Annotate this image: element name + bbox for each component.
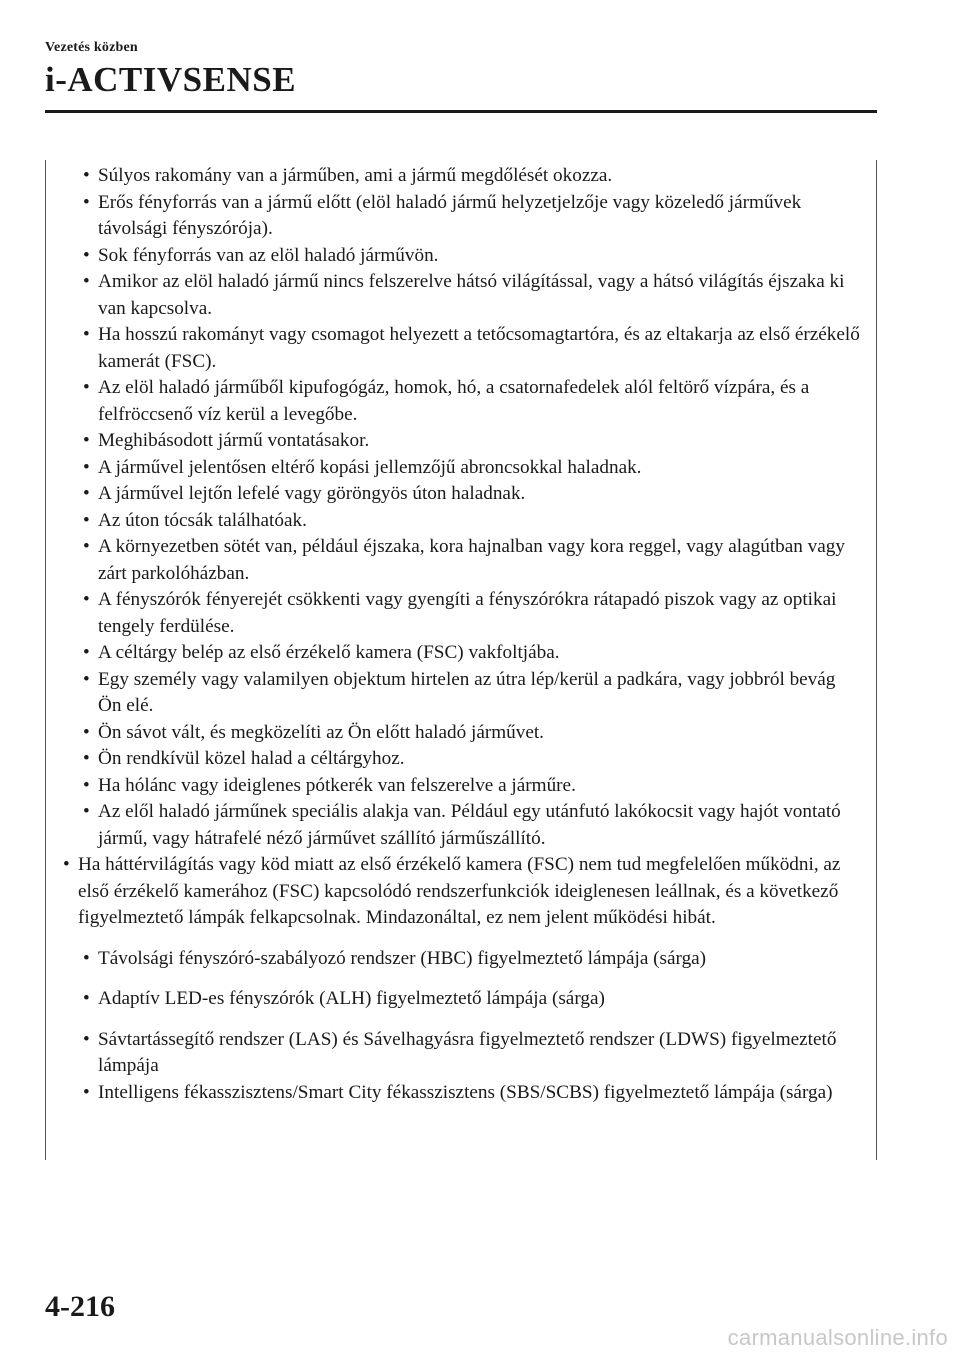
list-item: • Intelligens fékasszisztens/Smart City fékasszisztens (SBS/SCBS) figyelmeztető lámpája (sárga) xyxy=(60,1080,862,1107)
page-number: 4-216 xyxy=(45,1290,115,1323)
list-item: • Amikor az elöl haladó jármű nincs felszerelve hátsó világítással, vagy a hátsó világítás éjszaka ki van kapcsolva. xyxy=(83,271,845,319)
list-item: • Ön rendkívül közel halad a céltárgyhoz. xyxy=(60,746,862,773)
list-item: • A fényszórók fényerejét csökkenti vagy gyengíti a fényszórókra rátapadó piszok vagy az optikai tengely ferdülése. xyxy=(83,589,837,637)
bullet-icon: • xyxy=(63,854,70,875)
list-item: • A céltárgy belép az első érzékelő kamera (FSC) vakfoltjába. xyxy=(60,640,862,667)
bullet-icon: • xyxy=(83,483,90,504)
left-margin-line xyxy=(45,160,46,1160)
bullet-icon: • xyxy=(83,536,90,557)
list-item: • A környezetben sötét van, például éjszaka, kora hajnalban vagy kora reggel, vagy alagútban vagy zárt parkolóházban. xyxy=(83,536,845,584)
bullet-icon: • xyxy=(83,721,90,743)
bullet-icon: • xyxy=(83,324,90,345)
bullet-icon: • xyxy=(83,509,90,531)
bullet-icon: • xyxy=(83,801,90,822)
bullet-icon: • xyxy=(83,430,90,451)
right-margin-line xyxy=(876,160,877,1160)
list-item: • Egy személy vagy valamilyen objektum hirtelen az útra lép/kerül a padkára, vagy jobbról bevág Ön elé. xyxy=(83,668,836,716)
list-item: • Ha hosszú rakományt vagy csomagot helyezett a tetőcsomagtartóra, és az eltakarja az első érzékelő kamerát (FSC). xyxy=(83,324,860,372)
bullet-icon: • xyxy=(83,1028,90,1050)
section-label: Vezetés közben xyxy=(45,40,138,55)
bullet-icon: • xyxy=(83,642,90,663)
main-paragraph: • Ha háttérvilágítás vagy köd miatt az első érzékelő kamera (FSC) nem tud megfelelően működni, az első érzékelő kamerához (FSC) kapcsolódó rendszerfunkciók ideiglenesen leállnak, és a következő figyelmeztető lámpák felkapcsolnak. Mindazonáltal, ez nem jelent működési hibát. xyxy=(63,854,841,928)
bullet-icon: • xyxy=(83,774,90,796)
list-item: • Súlyos rakomány van a járműben, ami a jármű megdőlését okozza. xyxy=(60,163,862,190)
bullet-icon: • xyxy=(83,377,90,398)
list-item: • Ön sávot vált, és megközelíti az Ön előtt haladó járművet. xyxy=(60,720,862,747)
list-item: • Sok fényforrás van az elöl haladó járművön. xyxy=(60,243,862,270)
list-item: • Sávtartássegítő rendszer (LAS) és Sávelhagyásra figyelmeztető rendszer (LDWS) figyelmeztető lámpája xyxy=(83,1028,837,1076)
bullet-icon: • xyxy=(83,456,90,478)
bullet-icon: • xyxy=(83,748,90,769)
list-item: • Az elől haladó járműnek speciális alakja van. Például egy utánfutó lakókocsit vagy hajót vontató jármű, vagy hátrafelé néző járművet szállító járműszállító. xyxy=(83,801,841,849)
condition-list xyxy=(60,163,862,852)
bullet-icon: • xyxy=(83,988,90,1009)
bullet-icon: • xyxy=(83,1081,90,1103)
list-item: • A járművel jelentősen eltérő kopási jellemzőjű abroncsokkal haladnak. xyxy=(60,455,862,482)
bullet-icon: • xyxy=(83,165,90,186)
bullet-icon: • xyxy=(83,191,90,213)
bullet-icon: • xyxy=(83,589,90,610)
list-item: • Távolsági fényszóró-szabályozó rendszer (HBC) figyelmeztető lámpája (sárga) xyxy=(60,946,862,973)
list-item: • Az elöl haladó járműből kipufogógáz, homok, hó, a csatornafedelek alól feltörő vízpára, és a felfröccsenő víz kerül a levegőbe. xyxy=(83,377,810,425)
watermark: carmanualsonline.info xyxy=(727,1325,948,1350)
header-rule xyxy=(45,110,877,113)
bullet-icon: • xyxy=(83,244,90,266)
list-item: • Az úton tócsák találhatóak. xyxy=(60,508,862,535)
list-item: • A járművel lejtőn lefelé vagy göröngyös úton haladnak. xyxy=(60,481,862,508)
warning-lamp-list xyxy=(60,946,862,1107)
list-item: • Erős fényforrás van a jármű előtt (elöl haladó jármű helyzetjelzője vagy közeledő járművek távolsági fényszórója). xyxy=(83,191,802,239)
page-title: i-ACTIVSENSE xyxy=(45,60,297,99)
list-item: • Meghibásodott jármű vontatásakor. xyxy=(60,428,862,455)
bullet-icon: • xyxy=(83,947,90,969)
bullet-icon: • xyxy=(83,668,90,690)
list-item: • Adaptív LED-es fényszórók (ALH) figyelmeztető lámpája (sárga) xyxy=(60,986,862,1013)
bullet-icon: • xyxy=(83,271,90,292)
content-column xyxy=(60,163,862,1106)
list-item: • Ha hólánc vagy ideiglenes pótkerék van felszerelve a járműre. xyxy=(60,773,862,800)
